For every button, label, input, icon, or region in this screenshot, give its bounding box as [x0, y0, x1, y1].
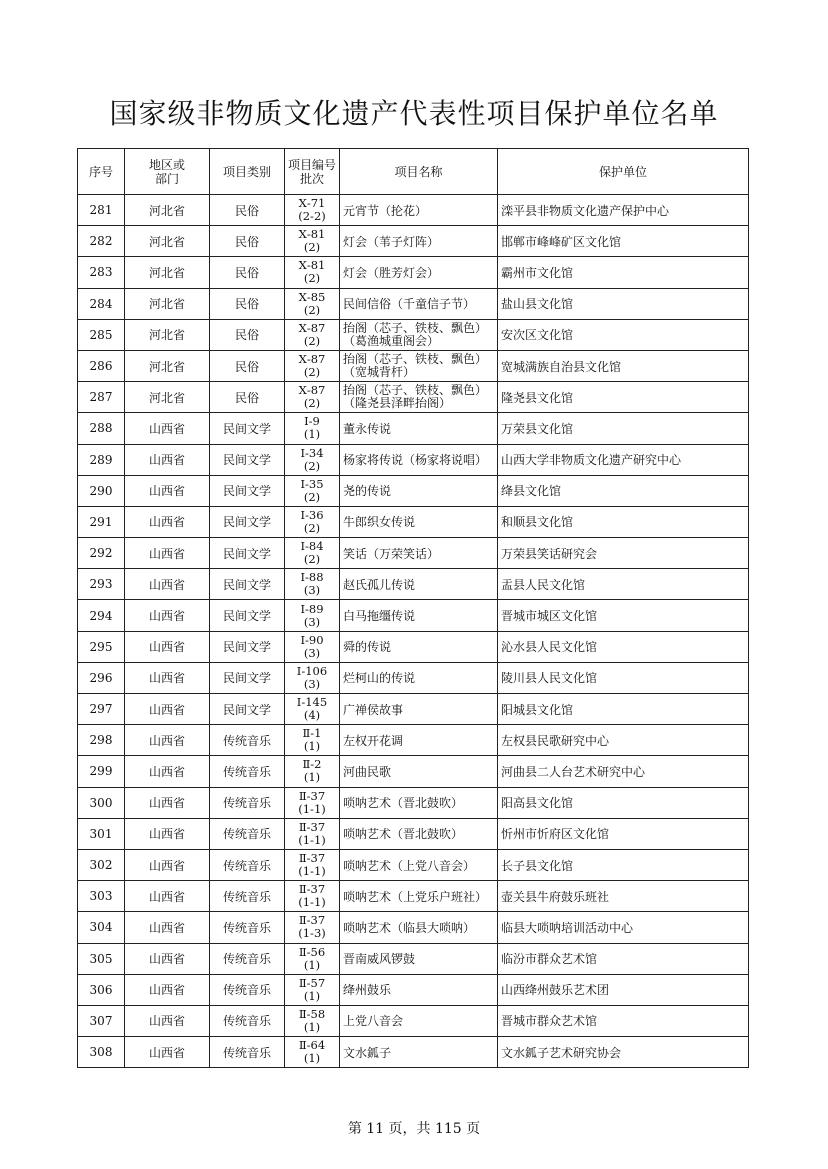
- cell-category: 民间文学: [210, 600, 285, 631]
- cell-category: 民俗: [210, 226, 285, 257]
- cell-unit: 晋城市城区文化馆: [498, 600, 749, 631]
- cell-unit: 邯郸市峰峰矿区文化馆: [498, 226, 749, 257]
- cell-code: Ⅱ-64 (1): [285, 1037, 340, 1068]
- table-row: [78, 818, 749, 849]
- cell-code: Ⅱ-2 (1): [285, 756, 340, 787]
- table-row: [78, 288, 749, 319]
- cell-seq: 293: [78, 569, 125, 600]
- cell-region: 山西省: [125, 475, 210, 506]
- cell-code: Ⅰ-90 (3): [285, 631, 340, 662]
- cell-unit: 沁水县人民文化馆: [498, 631, 749, 662]
- cell-region: 山西省: [125, 849, 210, 880]
- cell-region: 山西省: [125, 1037, 210, 1068]
- cell-code: Ⅹ-87 (2): [285, 319, 340, 350]
- table-row: [78, 195, 749, 226]
- cell-unit: 忻州市忻府区文化馆: [498, 818, 749, 849]
- cell-code: Ⅹ-81 (2): [285, 257, 340, 288]
- cell-name: 灯会（苇子灯阵）: [340, 226, 498, 257]
- cell-region: 河北省: [125, 257, 210, 288]
- cell-category: 传统音乐: [210, 1005, 285, 1036]
- cell-name: 唢呐艺术（晋北鼓吹）: [340, 787, 498, 818]
- cell-unit: 山西大学非物质文化遗产研究中心: [498, 444, 749, 475]
- cell-code: Ⅱ-58 (1): [285, 1005, 340, 1036]
- heritage-table: [77, 148, 749, 1068]
- cell-region: 山西省: [125, 569, 210, 600]
- cell-category: 民俗: [210, 319, 285, 350]
- cell-name: 杨家将传说（杨家将说唱）: [340, 444, 498, 475]
- cell-region: 山西省: [125, 787, 210, 818]
- table-row: [78, 631, 749, 662]
- cell-code: Ⅹ-71 (2-2): [285, 195, 340, 226]
- cell-unit: 绛县文化馆: [498, 475, 749, 506]
- cell-code: Ⅰ-106 (3): [285, 662, 340, 693]
- cell-seq: 292: [78, 538, 125, 569]
- cell-unit: 万荣县文化馆: [498, 413, 749, 444]
- cell-seq: 307: [78, 1005, 125, 1036]
- cell-category: 民俗: [210, 195, 285, 226]
- cell-seq: 285: [78, 319, 125, 350]
- header-code: 项目编号 批次: [285, 149, 340, 195]
- cell-name: 烂柯山的传说: [340, 662, 498, 693]
- cell-name: 民间信俗（千童信子节）: [340, 288, 498, 319]
- cell-code: Ⅰ-145 (4): [285, 694, 340, 725]
- cell-name: 灯会（胜芳灯会）: [340, 257, 498, 288]
- cell-unit: 长子县文化馆: [498, 849, 749, 880]
- cell-category: 传统音乐: [210, 1037, 285, 1068]
- cell-code: Ⅹ-81 (2): [285, 226, 340, 257]
- table-row: [78, 506, 749, 537]
- cell-name: 上党八音会: [340, 1005, 498, 1036]
- cell-category: 传统音乐: [210, 756, 285, 787]
- cell-name: 晋南威风锣鼓: [340, 943, 498, 974]
- cell-name: 唢呐艺术（上党八音会）: [340, 849, 498, 880]
- cell-name: 尧的传说: [340, 475, 498, 506]
- cell-code: Ⅹ-87 (2): [285, 350, 340, 381]
- cell-region: 山西省: [125, 943, 210, 974]
- cell-category: 传统音乐: [210, 849, 285, 880]
- page-title: 国家级非物质文化遗产代表性项目保护单位名单: [109, 97, 719, 130]
- table-row: [78, 600, 749, 631]
- cell-category: 传统音乐: [210, 818, 285, 849]
- table-row: [78, 756, 749, 787]
- cell-category: 民间文学: [210, 413, 285, 444]
- cell-region: 山西省: [125, 818, 210, 849]
- cell-region: 山西省: [125, 600, 210, 631]
- cell-code: Ⅹ-85 (2): [285, 288, 340, 319]
- cell-seq: 282: [78, 226, 125, 257]
- cell-unit: 安次区文化馆: [498, 319, 749, 350]
- cell-seq: 289: [78, 444, 125, 475]
- cell-region: 河北省: [125, 350, 210, 381]
- cell-unit: 陵川县人民文化馆: [498, 662, 749, 693]
- cell-code: Ⅱ-37 (1-1): [285, 818, 340, 849]
- cell-unit: 壶关县牛府鼓乐班社: [498, 881, 749, 912]
- cell-region: 山西省: [125, 725, 210, 756]
- cell-seq: 303: [78, 881, 125, 912]
- cell-seq: 305: [78, 943, 125, 974]
- cell-region: 河北省: [125, 226, 210, 257]
- header-seq: 序号: [78, 149, 125, 195]
- cell-name: 唢呐艺术（上党乐户班社）: [340, 881, 498, 912]
- cell-unit: 文水鈲子艺术研究协会: [498, 1037, 749, 1068]
- cell-seq: 301: [78, 818, 125, 849]
- cell-unit: 山西绛州鼓乐艺术团: [498, 974, 749, 1005]
- cell-code: Ⅰ-35 (2): [285, 475, 340, 506]
- cell-seq: 296: [78, 662, 125, 693]
- table-row: [78, 226, 749, 257]
- cell-name: 绛州鼓乐: [340, 974, 498, 1005]
- cell-seq: 304: [78, 912, 125, 943]
- cell-seq: 306: [78, 974, 125, 1005]
- table-row: [78, 257, 749, 288]
- table-row: [78, 694, 749, 725]
- cell-region: 山西省: [125, 538, 210, 569]
- table-row: [78, 538, 749, 569]
- cell-region: 河北省: [125, 195, 210, 226]
- cell-seq: 298: [78, 725, 125, 756]
- cell-unit: 临汾市群众艺术馆: [498, 943, 749, 974]
- cell-region: 河北省: [125, 288, 210, 319]
- cell-category: 民俗: [210, 288, 285, 319]
- cell-seq: 295: [78, 631, 125, 662]
- cell-category: 民间文学: [210, 662, 285, 693]
- cell-name: 元宵节（抡花）: [340, 195, 498, 226]
- table-row: [78, 662, 749, 693]
- cell-unit: 万荣县笑话研究会: [498, 538, 749, 569]
- cell-name: 董永传说: [340, 413, 498, 444]
- cell-code: Ⅱ-37 (1-1): [285, 849, 340, 880]
- cell-code: Ⅰ-84 (2): [285, 538, 340, 569]
- cell-category: 传统音乐: [210, 943, 285, 974]
- cell-unit: 左权县民歌研究中心: [498, 725, 749, 756]
- cell-name: 唢呐艺术（临县大唢呐）: [340, 912, 498, 943]
- cell-name: 牛郎织女传说: [340, 506, 498, 537]
- table-row: [78, 319, 749, 350]
- cell-seq: 283: [78, 257, 125, 288]
- cell-seq: 287: [78, 382, 125, 413]
- table-row: [78, 849, 749, 880]
- cell-region: 山西省: [125, 662, 210, 693]
- cell-code: Ⅰ-89 (3): [285, 600, 340, 631]
- cell-region: 河北省: [125, 319, 210, 350]
- cell-category: 传统音乐: [210, 974, 285, 1005]
- cell-code: Ⅹ-87 (2): [285, 382, 340, 413]
- cell-seq: 286: [78, 350, 125, 381]
- table-row: [78, 1037, 749, 1068]
- cell-seq: 294: [78, 600, 125, 631]
- cell-code: Ⅱ-56 (1): [285, 943, 340, 974]
- table-row: [78, 444, 749, 475]
- cell-category: 民间文学: [210, 694, 285, 725]
- cell-seq: 291: [78, 506, 125, 537]
- cell-code: Ⅰ-34 (2): [285, 444, 340, 475]
- cell-region: 山西省: [125, 881, 210, 912]
- cell-name: 文水鈲子: [340, 1037, 498, 1068]
- header-name: 项目名称: [340, 149, 498, 195]
- cell-unit: 霸州市文化馆: [498, 257, 749, 288]
- cell-region: 山西省: [125, 974, 210, 1005]
- table-row: [78, 787, 749, 818]
- cell-seq: 288: [78, 413, 125, 444]
- cell-category: 传统音乐: [210, 912, 285, 943]
- cell-name: 舜的传说: [340, 631, 498, 662]
- cell-category: 民间文学: [210, 475, 285, 506]
- cell-name: 抬阁（芯子、铁枝、飘色） （宽城背杆）: [340, 350, 498, 381]
- table-row: [78, 881, 749, 912]
- cell-code: Ⅱ-37 (1-1): [285, 881, 340, 912]
- cell-code: Ⅰ-88 (3): [285, 569, 340, 600]
- table-row: [78, 475, 749, 506]
- cell-seq: 290: [78, 475, 125, 506]
- cell-region: 山西省: [125, 756, 210, 787]
- cell-region: 山西省: [125, 413, 210, 444]
- cell-unit: 阳高县文化馆: [498, 787, 749, 818]
- cell-category: 传统音乐: [210, 881, 285, 912]
- cell-code: Ⅱ-1 (1): [285, 725, 340, 756]
- table-row: [78, 413, 749, 444]
- cell-category: 民间文学: [210, 631, 285, 662]
- cell-seq: 300: [78, 787, 125, 818]
- cell-unit: 和顺县文化馆: [498, 506, 749, 537]
- cell-region: 山西省: [125, 444, 210, 475]
- cell-code: Ⅰ-9 (1): [285, 413, 340, 444]
- cell-region: 山西省: [125, 694, 210, 725]
- table-row: [78, 1005, 749, 1036]
- cell-unit: 阳城县文化馆: [498, 694, 749, 725]
- table-row: [78, 725, 749, 756]
- cell-region: 山西省: [125, 631, 210, 662]
- table-row: [78, 350, 749, 381]
- cell-unit: 盂县人民文化馆: [498, 569, 749, 600]
- table-row: [78, 382, 749, 413]
- cell-name: 赵氏孤儿传说: [340, 569, 498, 600]
- cell-code: Ⅱ-37 (1-3): [285, 912, 340, 943]
- cell-seq: 302: [78, 849, 125, 880]
- cell-name: 唢呐艺术（晋北鼓吹）: [340, 818, 498, 849]
- cell-seq: 281: [78, 195, 125, 226]
- cell-region: 河北省: [125, 382, 210, 413]
- cell-seq: 284: [78, 288, 125, 319]
- cell-category: 传统音乐: [210, 787, 285, 818]
- cell-unit: 隆尧县文化馆: [498, 382, 749, 413]
- cell-name: 左权开花调: [340, 725, 498, 756]
- cell-unit: 晋城市群众艺术馆: [498, 1005, 749, 1036]
- cell-unit: 临县大唢呐培训活动中心: [498, 912, 749, 943]
- cell-name: 笑话（万荣笑话）: [340, 538, 498, 569]
- cell-category: 民间文学: [210, 444, 285, 475]
- cell-seq: 297: [78, 694, 125, 725]
- cell-category: 传统音乐: [210, 725, 285, 756]
- cell-category: 民间文学: [210, 538, 285, 569]
- table-row: [78, 943, 749, 974]
- table-header-row: [78, 149, 749, 195]
- cell-category: 民俗: [210, 350, 285, 381]
- cell-unit: 盐山县文化馆: [498, 288, 749, 319]
- cell-name: 抬阁（芯子、铁枝、飘色） （隆尧县泽畔抬阁）: [340, 382, 498, 413]
- cell-category: 民俗: [210, 257, 285, 288]
- table-row: [78, 912, 749, 943]
- cell-unit: 宽城满族自治县文化馆: [498, 350, 749, 381]
- cell-code: Ⅰ-36 (2): [285, 506, 340, 537]
- header-region: 地区或 部门: [125, 149, 210, 195]
- page-footer: 第 11 页，共 115 页: [347, 1121, 481, 1137]
- cell-region: 山西省: [125, 1005, 210, 1036]
- cell-name: 白马拖缰传说: [340, 600, 498, 631]
- cell-code: Ⅱ-57 (1): [285, 974, 340, 1005]
- cell-unit: 河曲县二人台艺术研究中心: [498, 756, 749, 787]
- cell-region: 山西省: [125, 506, 210, 537]
- table-row: [78, 974, 749, 1005]
- cell-name: 广禅侯故事: [340, 694, 498, 725]
- table-row: [78, 569, 749, 600]
- cell-code: Ⅱ-37 (1-1): [285, 787, 340, 818]
- cell-name: 河曲民歌: [340, 756, 498, 787]
- cell-seq: 299: [78, 756, 125, 787]
- header-unit: 保护单位: [498, 149, 749, 195]
- cell-category: 民俗: [210, 382, 285, 413]
- cell-region: 山西省: [125, 912, 210, 943]
- cell-name: 抬阁（芯子、铁枝、飘色） （葛渔城重阁会）: [340, 319, 498, 350]
- cell-seq: 308: [78, 1037, 125, 1068]
- cell-category: 民间文学: [210, 569, 285, 600]
- cell-category: 民间文学: [210, 506, 285, 537]
- header-category: 项目类别: [210, 149, 285, 195]
- cell-unit: 滦平县非物质文化遗产保护中心: [498, 195, 749, 226]
